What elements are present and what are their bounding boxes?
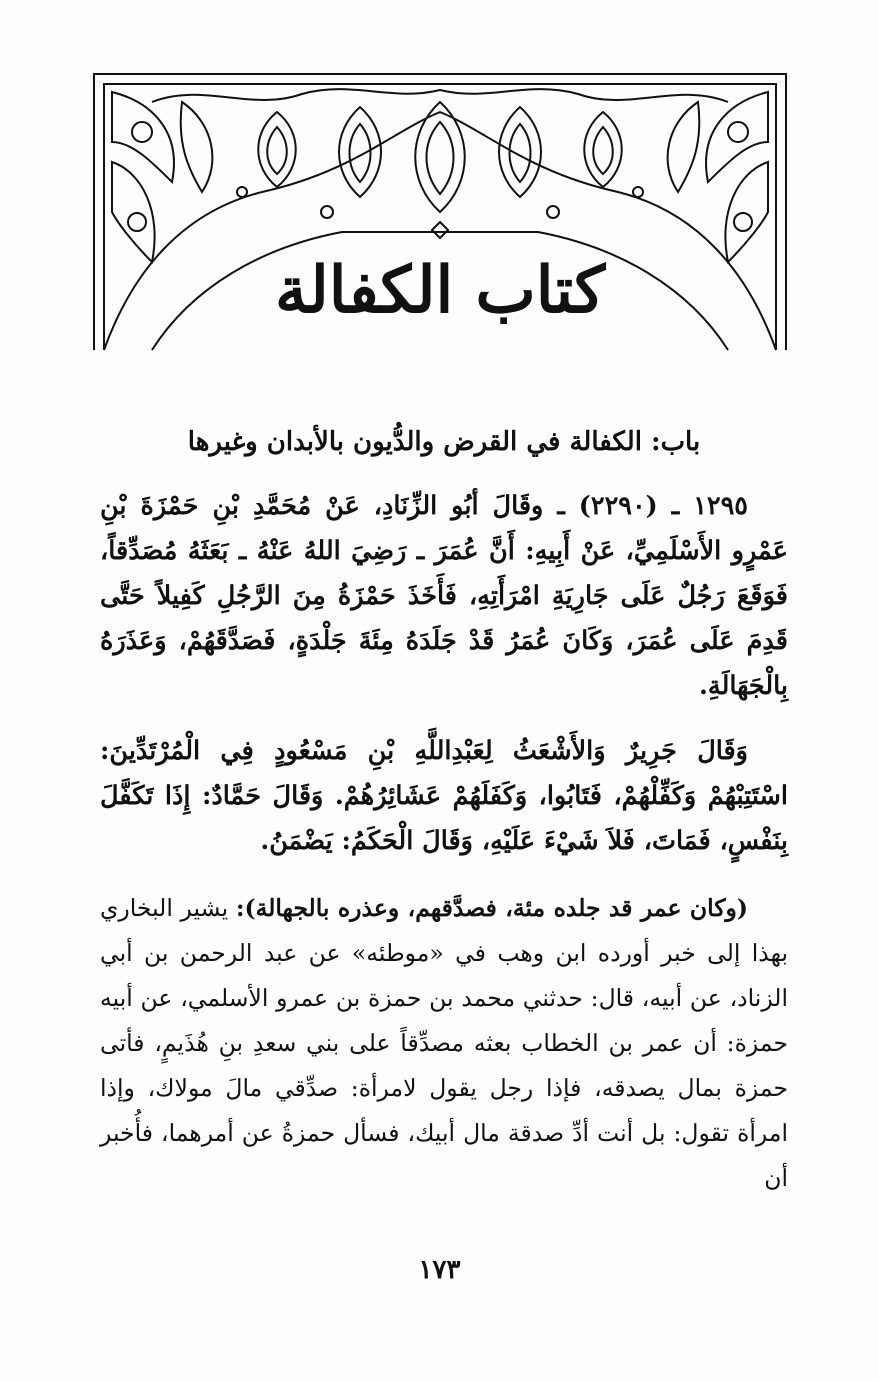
hadith-text xyxy=(100,484,788,864)
page-number: ١٧٣ xyxy=(418,1255,461,1285)
commentary-paragraph xyxy=(100,886,788,1201)
commentary-lead: (وكان عمر قد جلده مئة، فصدَّقهم، وعذره بالجهالة): xyxy=(235,894,748,922)
commentary-text xyxy=(100,886,788,1201)
chapter-label: باب: xyxy=(650,427,701,457)
book-title: كتاب الكفالة xyxy=(274,252,606,328)
chapter-heading xyxy=(100,418,788,466)
commentary-body: يشير البخاري بهذا إلى خبر أورده ابن وهب في «موطئه» عن عبد الرحمن بن أبي الزناد، عن أبيه، قال: حدثني محمد بن حمزة بن عمرو الأسلمي، عن أبيه حمزة: أن عمر بن الخطاب بعثه مصدِّقاً على بني سعدِ بنِ هُذَيمٍ، فأتى حمزة بمال يصدقه، فإذا رجل يقول لامرأة: صدِّقي مالَ مولاك، وإذا امرأة تقول: بل أنت أدِّ صدقة مال أبيك، فسأل حمزةُ عن أمرهما، فأُخبر أن xyxy=(100,894,788,1192)
hadith-paragraph: وَقَالَ جَرِيرٌ وَالأَشْعَثُ لِعَبْدِاللَّهِ بْنِ مَسْعُودٍ فِي الْمُرْتَدِّينَ: اسْتَتِبْهُمْ وَكَفِّلْهُمْ، فَتَابُوا، وَكَفَلَهُمْ عَشَائِرُهُمْ. وَقَالَ حَمَّادٌ: إِذَا تَكَفَّلَ بِنَفْسٍ، فَمَاتَ، فَلاَ شَيْءَ عَلَيْهِ، وَقَالَ الْحَكَمُ: يَضْمَنُ. xyxy=(100,736,788,856)
hadith-paragraph: ١٢٩٥ ـ (٢٢٩٠) ـ وقَالَ أبُو الزِّنَادِ، عَنْ مُحَمَّدِ بْنِ حَمْزَةَ بْنِ عَمْرٍو الأَسْلَمِيِّ، عَنْ أَبِيهِ: أَنَّ عُمَرَ ـ رَضِيَ اللهُ عَنْهُ ـ بَعَثَهُ مُصَدِّقاً، فَوَقَعَ رَجُلٌ عَلَى جَارِيَةِ امْرَأَتِهِ، فَأَخَذَ حَمْزَةُ مِنَ الرَّجُلِ كَفِيلاً حَتَّى قَدِمَ عَلَى عُمَرَ، وَكَانَ عُمَرُ قَدْ جَلَدَهُ مِئَةَ جَلْدَةٍ، فَصَدَّقَهُمْ، وَعَذَرَهُ بِالْجَهَالَةِ. xyxy=(100,491,788,701)
chapter-title: الكفالة في القرض والدُّيون بالأبدان وغيرها xyxy=(187,427,642,457)
